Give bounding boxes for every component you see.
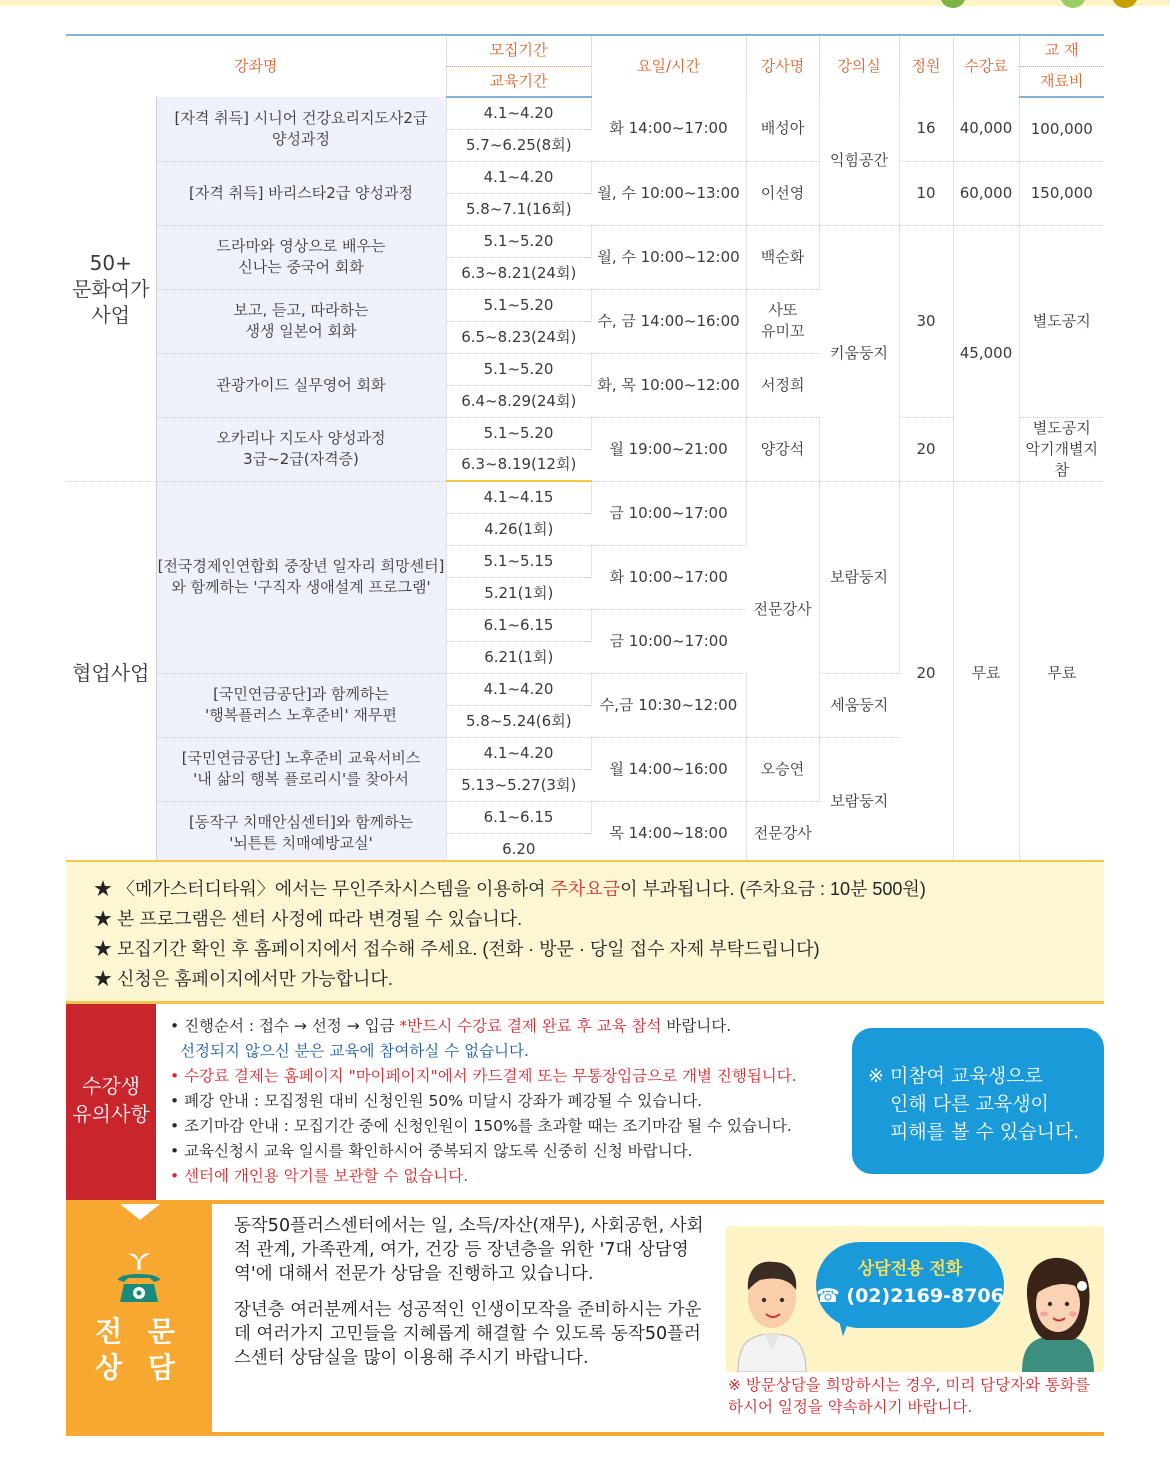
consultation-paragraph: 동작50플러스센터에서는 일, 소득/자산(재무), 사회공헌, 사회적 관계, 가족관계, 여가, 건강 등 장년층을 위한 '7대 상담영역'에 대해서 전문가 상담을 진행하고 있습니다. <box>234 1216 704 1284</box>
leaf-decoration <box>1060 0 1086 8</box>
recruit-period: 5.1~5.20 <box>446 289 591 321</box>
material-fee: 무료 <box>1019 481 1104 865</box>
material-fee: 100,000 <box>1019 97 1104 161</box>
course-name: [자격 취득] 바리스타2급 양성과정 <box>156 161 446 225</box>
instructor: 전문강사 <box>746 801 819 865</box>
male-counselor-illustration <box>730 1242 814 1372</box>
header-instructor: 강사명 <box>746 35 819 97</box>
class-time: 화 14:00~17:00 <box>591 97 746 161</box>
room: 키움둥지 <box>819 225 899 481</box>
notice-line: ★ 신청은 홈페이지에서만 가능합니다. <box>94 969 393 989</box>
bubble-tail <box>826 1306 852 1337</box>
instructor: 백순화 <box>746 225 819 289</box>
edu-period: 4.26(1회) <box>446 513 591 545</box>
consultation-label-panel <box>66 1204 212 1434</box>
bubble-line: ※ 미참여 교육생으로 <box>868 1065 1043 1087</box>
telephone-icon <box>114 1242 164 1306</box>
class-time: 목 14:00~18:00 <box>591 801 746 865</box>
caution-item: • 조기마감 안내 : 모집기간 중에 신청인원이 150%를 초과할 때는 조기마감 될 수 있습니다. <box>170 1117 792 1135</box>
fee: 45,000 <box>953 225 1019 481</box>
instructor: 배성아 <box>746 97 819 161</box>
class-time: 월, 수 10:00~12:00 <box>591 225 746 289</box>
caution-section <box>66 1004 1104 1200</box>
class-time: 금 10:00~17:00 <box>591 481 746 545</box>
female-counselor-illustration <box>1012 1242 1104 1372</box>
warning-bubble <box>852 1028 1104 1174</box>
consultation-title: 전 문 상 담 <box>95 1315 183 1384</box>
capacity: 16 <box>899 97 953 161</box>
notice-line: ★ 본 프로그램은 센터 사정에 따라 변경될 수 있습니다. <box>94 909 523 929</box>
course-name: 드라마와 영상으로 배우는 신나는 중국어 회화 <box>156 225 446 289</box>
edu-period: 6.4~8.29(24회) <box>446 385 591 417</box>
course-name: [자격 취득] 시니어 건강요리지도사2급 양성과정 <box>156 97 446 161</box>
category-culture: 50+ 문화여가 사업 <box>66 97 156 481</box>
room: 익힘공간 <box>819 97 899 225</box>
leaf-decoration <box>940 0 966 8</box>
notice-line: ★ 모집기간 확인 후 홈페이지에서 접수해 주세요. (전화 · 방문 · 당일 접수 자제 부탁드립니다) <box>94 939 820 959</box>
caution-item: • 폐강 안내 : 모집정원 대비 신청인원 50% 미달시 강좌가 폐강될 수 있습니다. <box>170 1092 703 1110</box>
edu-period: 5.8~5.24(6회) <box>446 705 591 737</box>
edu-period: 5.13~5.27(3회) <box>446 769 591 801</box>
bubble-line: 피해를 볼 수 있습니다. <box>890 1121 1080 1143</box>
class-time: 화, 목 10:00~12:00 <box>591 353 746 417</box>
caution-text: • 진행순서 : 접수 → 선정 → 입금 <box>170 1017 400 1035</box>
caution-item: • 센터에 개인용 악기를 보관할 수 없습니다. <box>170 1167 469 1185</box>
material-fee: 별도공지 <box>1019 225 1104 417</box>
edu-period: 6.3~8.19(12회) <box>446 449 591 481</box>
capacity: 30 <box>899 225 953 417</box>
top-accent-bar <box>0 0 1170 6</box>
edu-period: 6.20 <box>446 833 591 865</box>
recruit-period: 5.1~5.20 <box>446 225 591 257</box>
instructor: 오승연 <box>746 737 819 801</box>
consultation-note: ※ 방문상담을 희망하시는 경우, 미리 담당자와 통화를 하시어 일정을 약속하시기 바랍니다. <box>728 1376 1090 1416</box>
instructor: 이선영 <box>746 161 819 225</box>
leaf-decoration <box>1112 0 1138 8</box>
class-time: 수,금 10:30~12:00 <box>591 673 746 737</box>
material-fee: 별도공지 악기개별지참 <box>1019 417 1104 481</box>
class-time: 금 10:00~17:00 <box>591 609 746 673</box>
notice-text: 이 부과됩니다. (주차요금 : 10분 500원) <box>620 879 926 899</box>
capacity: 20 <box>899 481 953 865</box>
header-capacity: 정원 <box>899 35 953 97</box>
phone-contact-card <box>726 1226 1104 1372</box>
recruit-period: 4.1~4.20 <box>446 97 591 129</box>
instructor: 서정희 <box>746 353 819 417</box>
course-name: 관광가이드 실무영어 회화 <box>156 353 446 417</box>
recruit-period: 5.1~5.15 <box>446 545 591 577</box>
recruit-period: 4.1~4.20 <box>446 737 591 769</box>
course-schedule-table <box>66 34 1104 866</box>
recruit-period: 5.1~5.20 <box>446 417 591 449</box>
header-edu-period: 교육기간 <box>446 66 591 97</box>
caution-item: • 교육신청시 교육 일시를 확인하시어 중복되지 않도록 신중히 신청 바랍니다. <box>170 1142 693 1160</box>
caution-label: 수강생 유의사항 <box>66 1004 156 1200</box>
class-time: 월 14:00~16:00 <box>591 737 746 801</box>
course-name: [국민연금공단]과 함께하는 '행복플러스 노후준비' 재무편 <box>156 673 446 737</box>
course-name: 오카리나 지도사 양성과정 3급~2급(자격증) <box>156 417 446 481</box>
instructor: 전문강사 <box>746 481 819 737</box>
class-time: 화 10:00~17:00 <box>591 545 746 609</box>
caution-item <box>170 1014 860 1039</box>
header-material: 재료비 <box>1019 66 1104 97</box>
course-name: [전국경제인연합회 중장년 일자리 희망센터] 와 함께하는 '구직자 생애설계 프로그램' <box>156 481 446 673</box>
consultation-section <box>66 1204 1104 1434</box>
course-name: [국민연금공단] 노후준비 교육서비스 '내 삶의 행복 플로리시'를 찾아서 <box>156 737 446 801</box>
bubble-line: 인해 다른 교육생이 <box>890 1093 1049 1115</box>
class-time: 월, 수 10:00~13:00 <box>591 161 746 225</box>
phone-speech-bubble <box>816 1242 1004 1328</box>
recruit-period: 4.1~4.15 <box>446 481 591 513</box>
room: 세움둥지 <box>819 673 899 737</box>
header-room: 강의실 <box>819 35 899 97</box>
room: 보람둥지 <box>819 737 899 865</box>
bottom-divider <box>66 1432 1104 1436</box>
header-book: 교 재 <box>1019 35 1104 66</box>
edu-period: 6.21(1회) <box>446 641 591 673</box>
instructor: 양강석 <box>746 417 819 481</box>
recruit-period: 4.1~4.20 <box>446 673 591 705</box>
notch-decoration <box>120 1204 160 1220</box>
capacity: 20 <box>899 417 953 481</box>
edu-period: 6.3~8.21(24회) <box>446 257 591 289</box>
caution-highlight: *반드시 수강료 결제 완료 후 교육 참석 <box>399 1017 662 1035</box>
phone-title: 상담전용 전화 <box>857 1259 963 1279</box>
class-time: 수, 금 14:00~16:00 <box>591 289 746 353</box>
fee: 60,000 <box>953 161 1019 225</box>
caution-item: 선정되지 않으신 분은 교육에 참여하실 수 없습니다. <box>180 1042 529 1060</box>
instructor: 사또 유미꼬 <box>746 289 819 353</box>
header-fee: 수강료 <box>953 35 1019 97</box>
caution-list <box>170 1014 860 1189</box>
header-course: 강좌명 <box>66 35 446 97</box>
header-time: 요일/시간 <box>591 35 746 97</box>
class-time: 월 19:00~21:00 <box>591 417 746 481</box>
phone-number[interactable]: ☎ (02)2169-8706 <box>816 1285 1004 1307</box>
caution-item: • 수강료 결제는 홈페이지 "마이페이지"에서 카드결제 또는 무통장입금으로 개별 진행됩니다. <box>170 1067 797 1085</box>
caution-text: 바랍니다. <box>661 1017 732 1035</box>
category-collab: 협업사업 <box>66 481 156 865</box>
course-name: 보고, 듣고, 따라하는 생생 일본어 회화 <box>156 289 446 353</box>
parking-fee-highlight: 주차요금 <box>550 879 621 899</box>
material-fee: 150,000 <box>1019 161 1104 225</box>
fee: 40,000 <box>953 97 1019 161</box>
fee: 무료 <box>953 481 1019 865</box>
recruit-period: 6.1~6.15 <box>446 609 591 641</box>
notice-box <box>66 862 1104 1002</box>
room: 보람둥지 <box>819 481 899 673</box>
header-recruit-period: 모집기간 <box>446 35 591 66</box>
notice-text: ★ 〈메가스터디타워〉에서는 무인주차시스템을 이용하여 <box>94 879 551 899</box>
course-name: [동작구 치매안심센터]와 함께하는 '뇌튼튼 치매예방교실' <box>156 801 446 865</box>
edu-period: 5.21(1회) <box>446 577 591 609</box>
recruit-period: 4.1~4.20 <box>446 161 591 193</box>
capacity: 10 <box>899 161 953 225</box>
consultation-description <box>234 1214 714 1382</box>
consultation-paragraph: 장년층 여러분께서는 성공적인 인생이모작을 준비하시는 가운데 여러가지 고민들을 지혜롭게 해결할 수 있도록 동작50플러스센터 상담실을 많이 이용해 주시기 바랍니다. <box>234 1300 702 1368</box>
edu-period: 5.7~6.25(8회) <box>446 129 591 161</box>
recruit-period: 5.1~5.20 <box>446 353 591 385</box>
edu-period: 5.8~7.1(16회) <box>446 193 591 225</box>
edu-period: 6.5~8.23(24회) <box>446 321 591 353</box>
recruit-period: 6.1~6.15 <box>446 801 591 833</box>
notice-line <box>94 874 1104 904</box>
